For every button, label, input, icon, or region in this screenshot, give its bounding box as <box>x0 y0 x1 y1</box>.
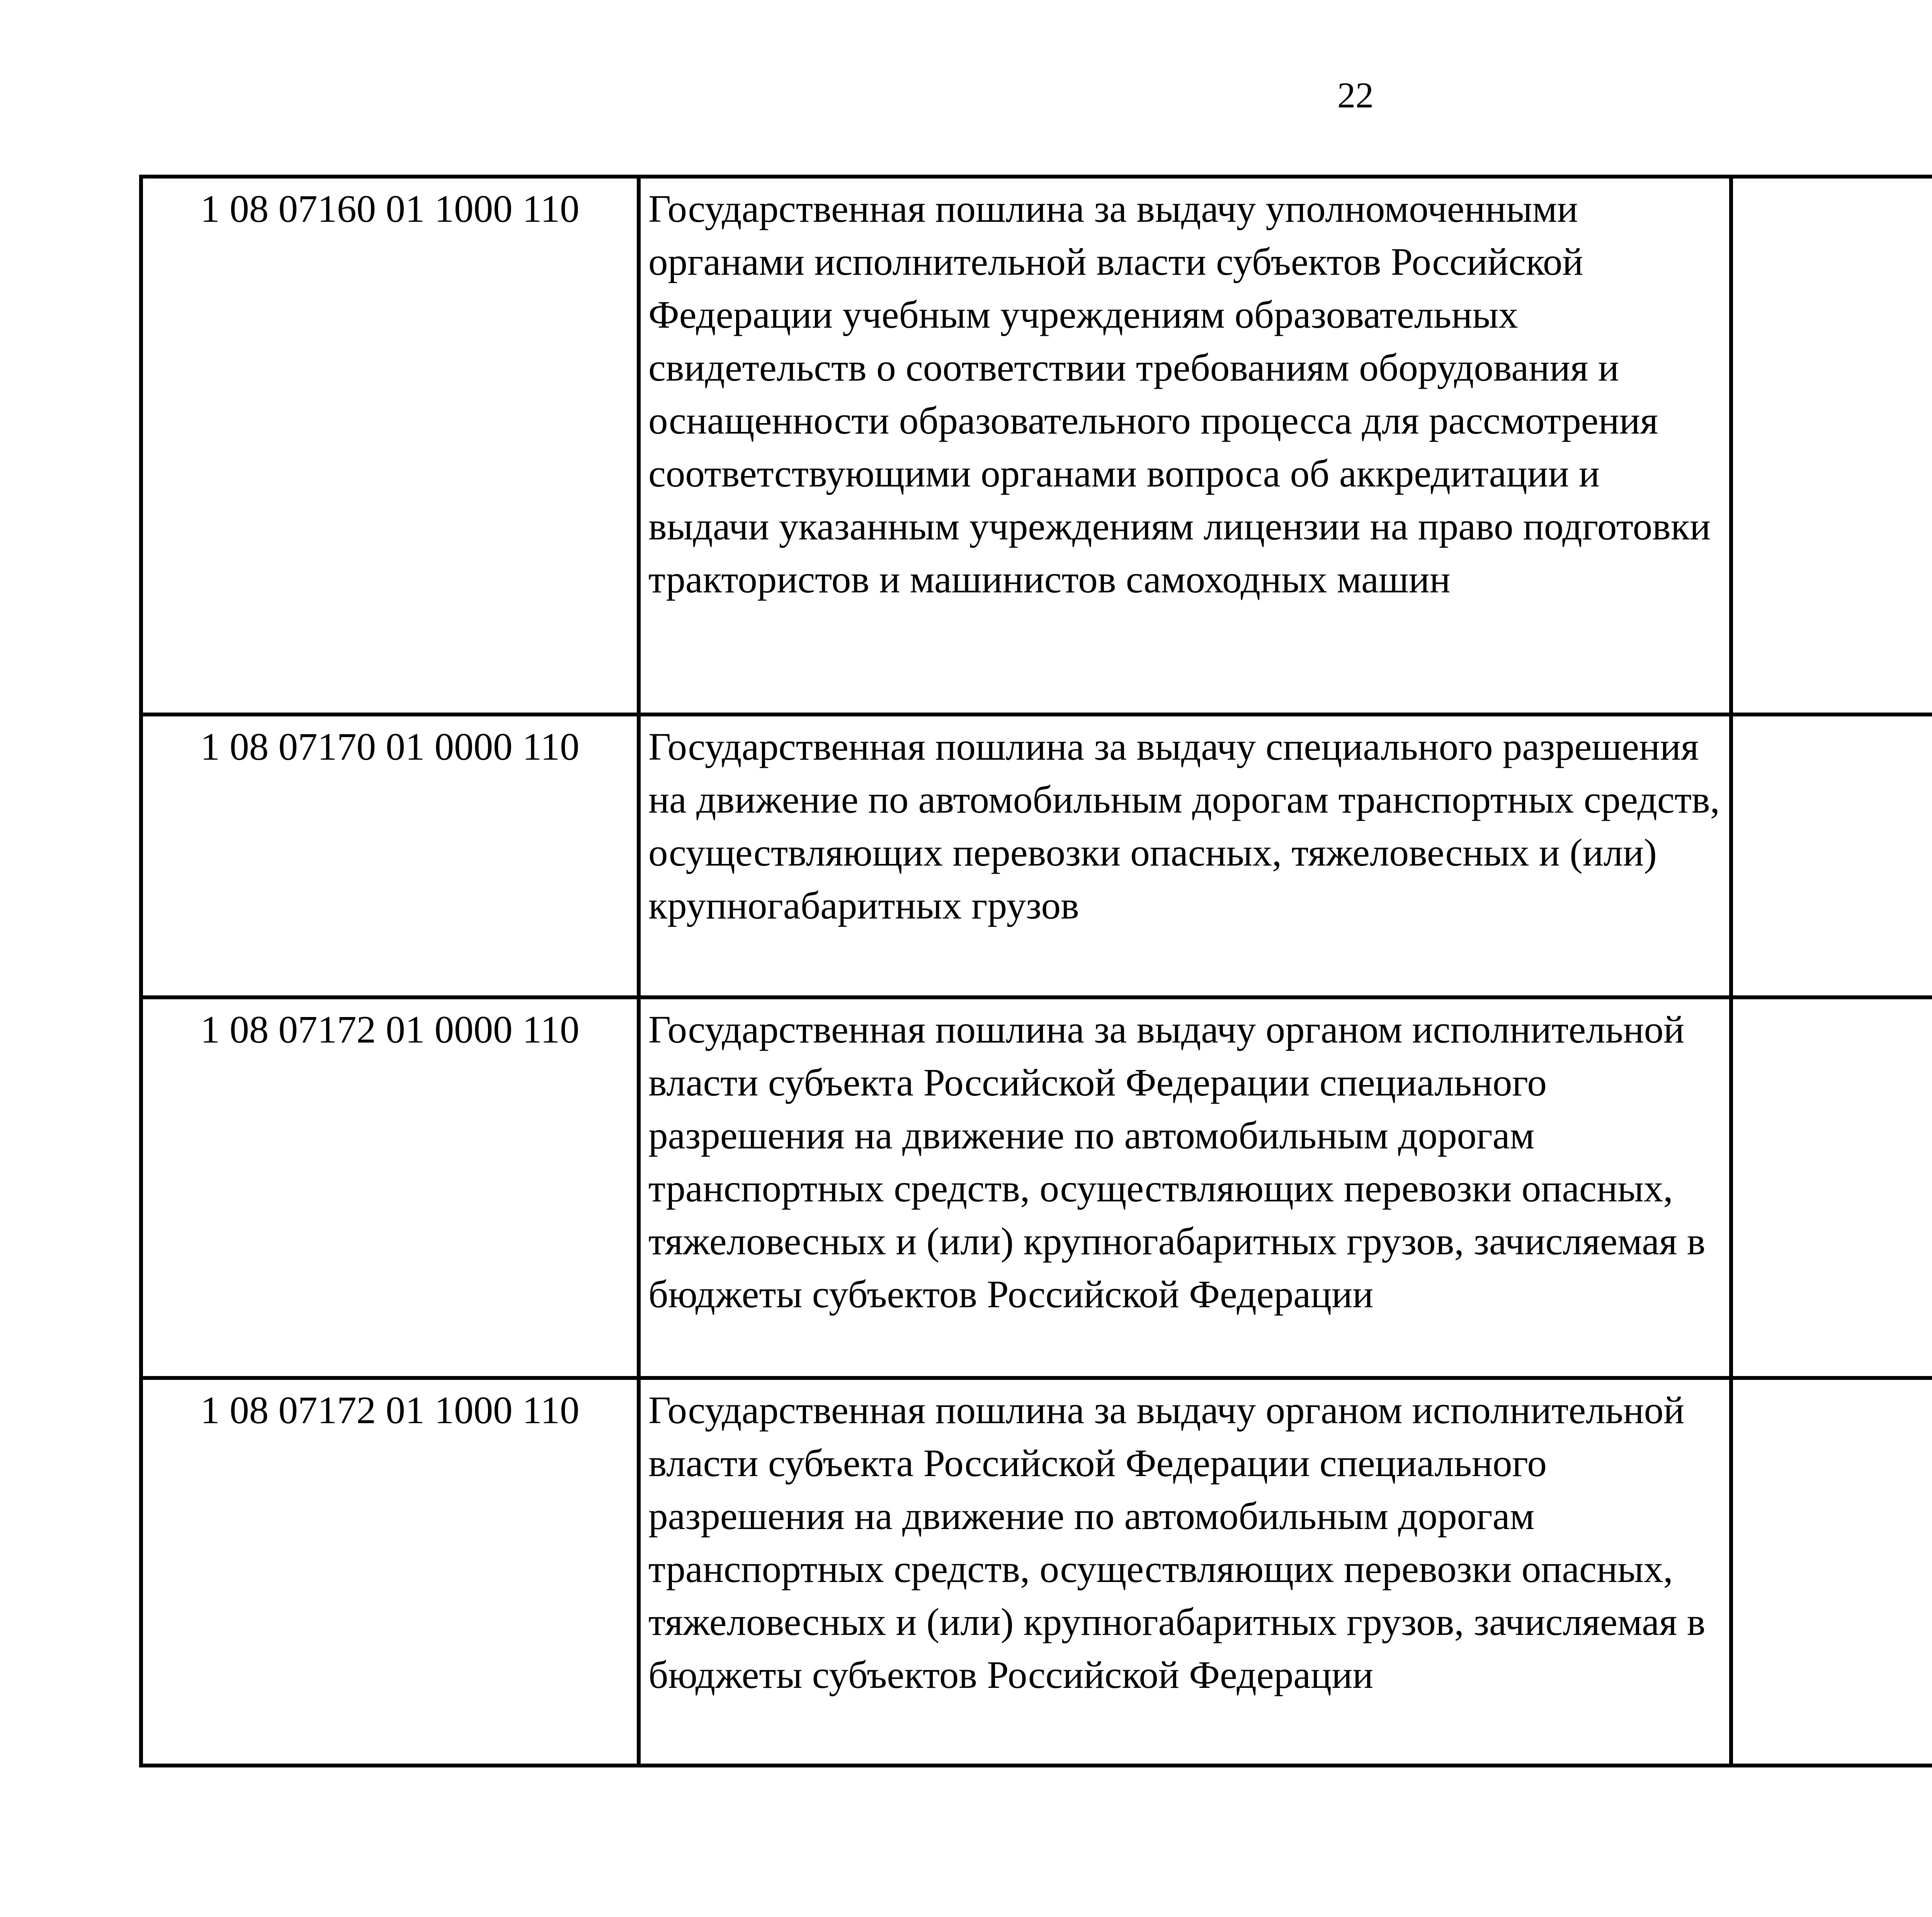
table-row <box>141 177 1932 714</box>
value-cell-1 <box>1731 1378 1932 1766</box>
value-cell-1 <box>1731 714 1932 997</box>
value-cell-1 <box>1731 177 1932 714</box>
value-cell-1 <box>1731 997 1932 1378</box>
budget-code-cell: 1 08 07172 01 1000 110 <box>141 1378 639 1766</box>
table-row <box>141 997 1932 1378</box>
table-row <box>141 1378 1932 1766</box>
description-cell: Государственная пошлина за выдачу органом исполнительной власти субъекта Российской Федерации специального разрешения на движение по автомобильным дорогам транспортных средств, осуществляющих перевозки опасных, тяжеловесных и (или) крупногабаритных грузов, зачисляемая в бюджеты субъектов Российской Федерации <box>639 997 1731 1378</box>
page-number: 22 <box>1337 75 1374 116</box>
budget-code-cell: 1 08 07172 01 0000 110 <box>141 997 639 1378</box>
description-cell: Государственная пошлина за выдачу органом исполнительной власти субъекта Российской Федерации специального разрешения на движение по автомобильным дорогам транспортных средств, осуществляющих перевозки опасных, тяжеловесных и (или) крупногабаритных грузов, зачисляемая в бюджеты субъектов Российской Федерации <box>639 1378 1731 1766</box>
budget-code-cell: 1 08 07170 01 0000 110 <box>141 714 639 997</box>
budget-code-cell: 1 08 07160 01 1000 110 <box>141 177 639 714</box>
table-row <box>141 714 1932 997</box>
description-cell: Государственная пошлина за выдачу уполномоченными органами исполнительной власти субъектов Российской Федерации учебным учреждениям образовательных свидетельств о соответствии требованиям оборудования и оснащенности образовательного процесса для рассмотрения соответствующими органами вопроса об аккредитации и выдачи указанным учреждениям лицензии на право подготовки трактористов и машинистов самоходных машин <box>639 177 1731 714</box>
budget-table <box>139 175 1932 1767</box>
description-cell: Государственная пошлина за выдачу специального разрешения на движение по автомобильным дорогам транспортных средств, осуществляющих перевозки опасных, тяжеловесных и (или) крупногабаритных грузов <box>639 714 1731 997</box>
